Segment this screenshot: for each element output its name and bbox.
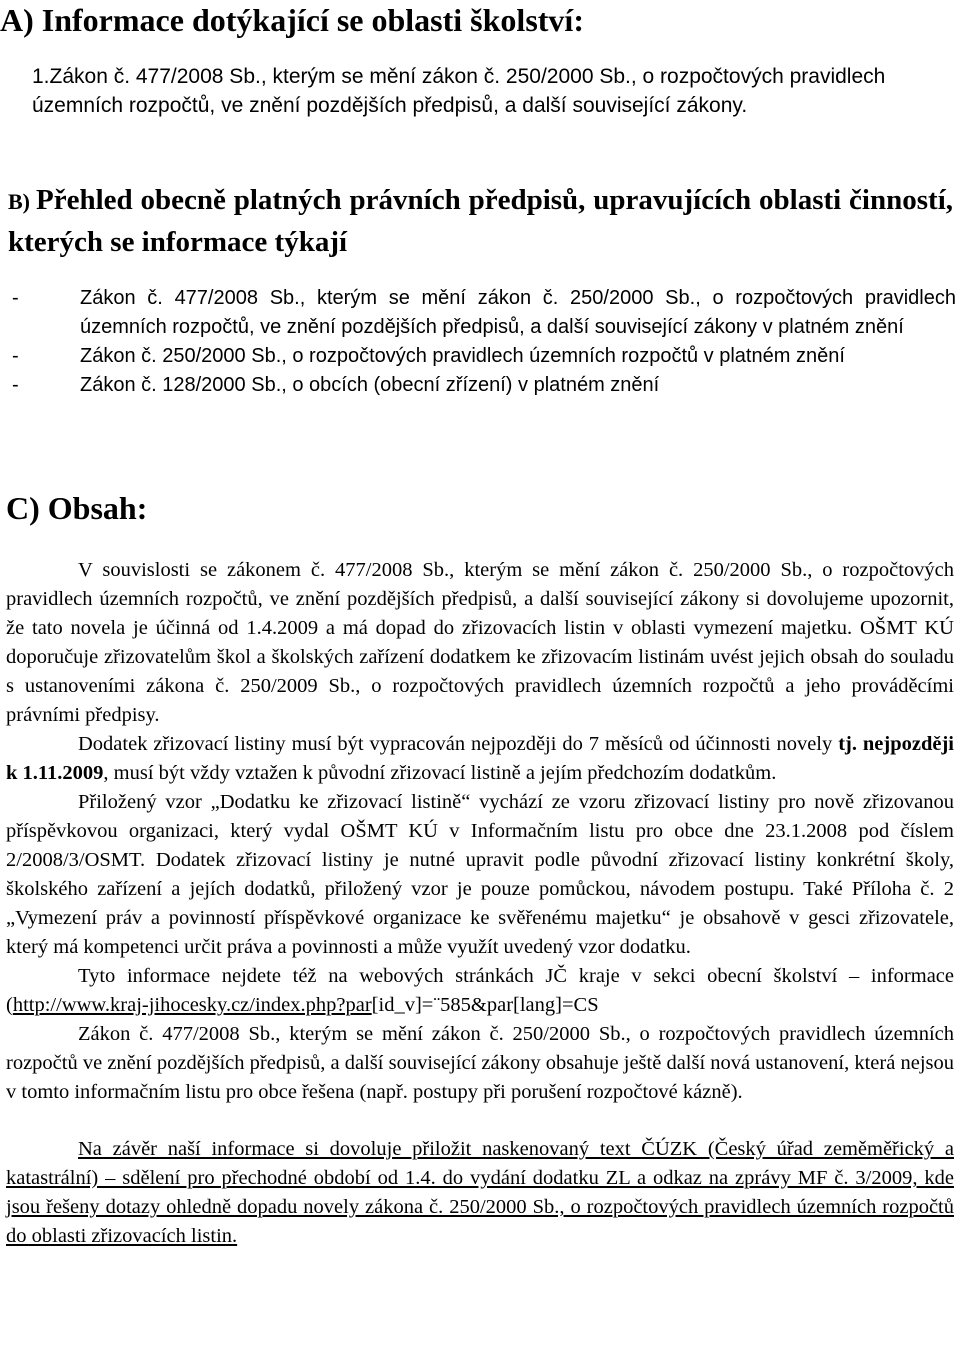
- paragraph-web-info: [6, 962, 954, 1020]
- kraj-website-link[interactable]: http://www.kraj-jihocesky.cz/index.php?par: [12, 994, 372, 1016]
- list-item: [12, 342, 956, 371]
- paragraph-deadline: [6, 730, 954, 788]
- section-a-heading: A) Informace dotýkající se oblasti školství:: [0, 2, 584, 38]
- section-b-letter: B): [8, 189, 30, 214]
- paragraph-closing: Na závěr naší informace si dovoluje přiložit naskenovaný text ČÚZK (Český úřad zeměměřický a katastrální) – sdělení pro přechodné období od 1.4. do vydání dodatku ZL a odkaz na zprávy MF č. 3/2009, kde jsou řešeny dotazy ohledně dopadu novely zákona č. 250/2000 Sb., o rozpočtových pravidlech územních rozpočtů do oblasti zřizovacích listin.: [6, 1138, 954, 1247]
- paragraph-other-provisions: Zákon č. 477/2008 Sb., kterým se mění zákon č. 250/2000 Sb., o rozpočtových pravidlech územních rozpočtů ve znění pozdějších předpisů, a další související zákony obsahuje ještě další nová ustanovení, která nejsou v tomto informačním listu pro obce řešena (např. postupy při porušení rozpočtové kázně).: [6, 1023, 954, 1103]
- list-dash: -: [12, 287, 19, 309]
- list-item: [12, 371, 956, 400]
- list-dash: -: [12, 374, 19, 396]
- deadline-date: tj. nejpozději k 1.11.2009: [6, 733, 954, 784]
- section-a-content: [32, 62, 952, 120]
- list-dash: -: [12, 345, 19, 367]
- section-c-heading: C) Obsah:: [6, 490, 148, 526]
- list-item-text: Zákon č. 128/2000 Sb., o obcích (obecní zřízení) v platném znění: [80, 374, 660, 396]
- list-item: [12, 284, 956, 342]
- deadline-text-start: Dodatek zřizovací listiny musí být vypracován nejpozději do 7 měsíců od účinnosti novely: [78, 733, 839, 755]
- paragraph-template: Přiložený vzor „Dodatku ke zřizovací listině“ vychází ze vzoru zřizovací listiny pro nově zřizovanou příspěvkovou organizaci, který vydal OŠMT KÚ v Informačním listu pro obce dne 23.1.2008 pod číslem 2/2008/3/OSMT. Dodatek zřizovací listiny je nutné upravit podle původní zřizovací listiny konkrétní školy, školského zařízení a jejích dodatků, přiložený vzor je pouze pomůckou, návodem postupu. Také Příloha č. 2 „Vymezení práv a povinností příspěvkové organizace ke svěřenému majetku“ je obsahově v gesci zřizovatele, který má kompetenci určit práva a povinnosti a může využít uvedený vzor dodatku.: [6, 791, 954, 958]
- list-item-text: Zákon č. 477/2008 Sb., kterým se mění zákon č. 250/2000 Sb., o rozpočtových pravidlech územních rozpočtů, ve znění pozdějších předpisů, a další související zákony v platném znění: [80, 287, 956, 338]
- section-c-content: [6, 556, 954, 1251]
- section-b-title: Přehled obecně platných právních předpisů, upravujících oblasti činností, kterých se informace týkají: [8, 184, 953, 258]
- section-a-item: 1.Zákon č. 477/2008 Sb., kterým se mění zákon č. 250/2000 Sb., o rozpočtových pravidlech územních rozpočtů, ve znění pozdějších předpisů, a další související zákony.: [32, 65, 886, 117]
- deadline-text-end: , musí být vždy vztažen k původní zřizovací listině a jejím předchozím dodatkům.: [103, 762, 777, 784]
- web-info-params: [id_v]=¨585&par[lang]=CS: [371, 994, 599, 1016]
- list-item-text: Zákon č. 250/2000 Sb., o rozpočtových pravidlech územních rozpočtů v platném znění: [80, 345, 845, 367]
- section-b-heading: [8, 180, 953, 262]
- web-info-text: Tyto informace nejdete též na webových stránkách JČ kraje v sekci obecní školství – informace (: [6, 965, 954, 1016]
- law-list: [12, 284, 956, 400]
- paragraph-intro: V souvislosti se zákonem č. 477/2008 Sb., kterým se mění zákon č. 250/2000 Sb., o rozpočtových pravidlech územních rozpočtů, ve znění pozdějších předpisů, a další související zákony si dovolujeme upozornit, že tato novela je účinná od 1.4.2009 a má dopad do zřizovacích listin v oblasti vymezení majetku. OŠMT KÚ doporučuje zřizovatelům škol a školských zařízení dodatkem ke zřizovacím listinám uvést jejich obsah do souladu s ustanoveními zákona č. 250/2009 Sb., o rozpočtových pravidlech územních rozpočtů a jeho prováděcími právními předpisy.: [6, 559, 954, 726]
